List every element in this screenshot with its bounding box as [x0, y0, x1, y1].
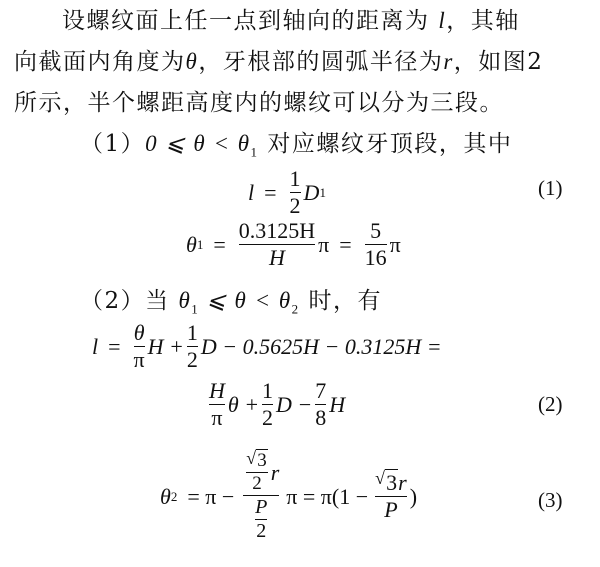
fraction [375, 470, 407, 523]
fraction [315, 378, 326, 431]
var-theta: θ [185, 49, 199, 74]
fraction [134, 320, 145, 373]
denominator: 8 [315, 405, 327, 430]
var-r: r [443, 49, 454, 74]
inner-fraction [246, 450, 268, 495]
case-label: （1） [80, 131, 146, 157]
eq-sign: = [213, 231, 226, 257]
subscript: 1 [196, 236, 204, 252]
denominator: 2 [256, 520, 267, 542]
denominator: 2 [252, 473, 262, 494]
text: 设螺纹面上任一点到轴向的距离为 [62, 8, 439, 34]
text: ，如图2 [453, 49, 544, 75]
term: π = π(1 − [286, 483, 369, 509]
radicand: 3 [386, 470, 398, 495]
equation-number-2: (2) [538, 392, 563, 416]
text: 时，有 [299, 288, 382, 314]
denominator: 16 [364, 245, 387, 270]
paragraph-line-2 [14, 43, 543, 76]
text: ，牙根部的圆弧半径为 [198, 49, 444, 75]
numerator: 1 [186, 320, 198, 345]
term: D − [276, 391, 313, 417]
case-2-heading [80, 282, 382, 318]
var-l: l [438, 8, 447, 33]
radical-sign: √ [375, 468, 386, 488]
compound-fraction [243, 450, 279, 543]
condition: 0 ⩽ θ < θ [145, 131, 251, 156]
case-1-heading [80, 125, 512, 161]
denominator: 2 [186, 347, 198, 372]
equation-3 [160, 450, 417, 543]
numerator [243, 450, 279, 495]
fraction [365, 218, 387, 271]
text: 对应螺纹牙顶段，其中 [258, 131, 513, 157]
subscript: 2 [291, 301, 300, 317]
radical-sign: √ [246, 448, 257, 468]
subscript: 1 [191, 301, 200, 317]
condition: ⩽ θ < θ [199, 288, 292, 313]
eq-sign: = [339, 231, 352, 257]
numerator: θ [133, 320, 145, 345]
term: θ + [227, 391, 260, 417]
equation-2-line-1 [92, 320, 442, 373]
radicand: 3 [257, 450, 267, 471]
term: D − 0.5625H − 0.3125H = [200, 333, 442, 359]
eq-lhs: θ [186, 231, 197, 257]
denominator: 2 [289, 193, 301, 218]
numerator: 5 [370, 218, 382, 243]
denominator: π [211, 405, 223, 430]
eq-lhs: l [92, 333, 99, 359]
numerator [375, 470, 407, 496]
eq-sign: = [108, 333, 121, 359]
equation-2-line-2 [206, 378, 345, 431]
paragraph-line-1 [62, 2, 520, 35]
text: ，其轴 [446, 8, 520, 34]
var-P: P [384, 497, 398, 522]
eq-lhs: θ [160, 483, 171, 509]
fraction [209, 378, 225, 431]
term: = π − [187, 483, 235, 509]
denominator [255, 496, 267, 543]
numerator: 1 [262, 378, 274, 403]
eq-sign: = [264, 179, 277, 205]
equation-theta1 [186, 218, 401, 271]
pi: π [318, 231, 330, 257]
fraction [290, 166, 301, 219]
numerator: 7 [315, 378, 327, 403]
var-r: r [398, 470, 407, 495]
var-r: r [270, 459, 280, 485]
paragraph-line-3 [14, 84, 504, 117]
equation-number-1: (1) [538, 176, 563, 200]
case-label: （2）当 [80, 288, 179, 314]
sqrt [246, 450, 268, 472]
subscript: 1 [250, 144, 259, 160]
pi: π [389, 231, 401, 257]
var-P: P [255, 496, 268, 518]
eq-lhs: l [248, 179, 255, 205]
numerator: 0.3125H [238, 218, 316, 243]
text: 向截面内角度为 [14, 49, 186, 75]
denominator: 2 [262, 405, 274, 430]
term: H + [147, 333, 184, 359]
fraction [262, 378, 273, 431]
denominator: π [133, 347, 145, 372]
condition: θ [178, 288, 192, 313]
var-D: D [303, 179, 320, 205]
subscript: 2 [170, 488, 178, 504]
fraction [239, 218, 315, 271]
sqrt [375, 470, 398, 496]
equation-1 [248, 166, 326, 219]
numerator: H [209, 378, 225, 403]
fraction [187, 320, 198, 373]
numerator: 1 [289, 166, 301, 191]
term: H [329, 391, 346, 417]
text: 所示，半个螺距高度内的螺纹可以分为三段。 [14, 90, 504, 116]
paren: ) [409, 483, 418, 509]
denominator: H [268, 245, 285, 270]
equation-number-3: (3) [538, 488, 563, 512]
subscript: 1 [319, 184, 326, 200]
